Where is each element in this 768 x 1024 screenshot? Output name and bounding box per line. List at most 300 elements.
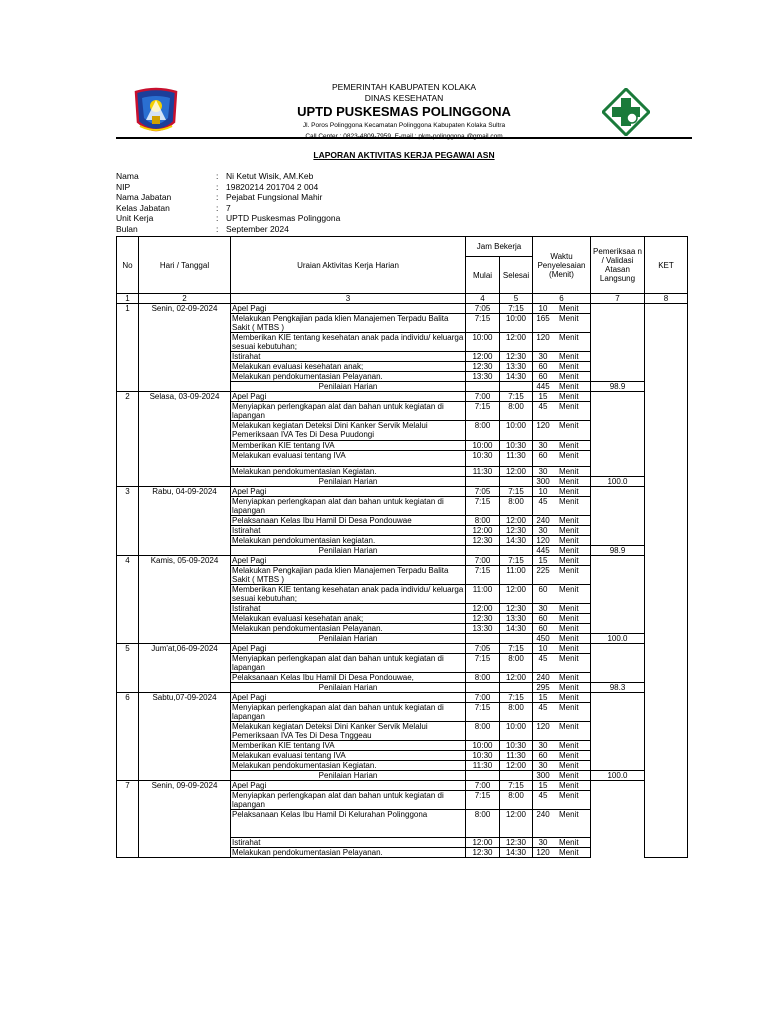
duration-cell <box>533 352 591 362</box>
duration-unit: Menit <box>559 604 579 613</box>
start-time-cell: 7:05 <box>466 487 500 497</box>
start-time-cell: 7:00 <box>466 781 500 791</box>
activity-cell: Memberikan KIE tentang kesehatan anak pada individu/ keluarga sesuai kebutuhan; <box>231 585 466 604</box>
validation-cell <box>591 604 645 614</box>
end-time-cell: 8:00 <box>500 791 533 810</box>
info-label: Unit Kerja <box>116 213 154 223</box>
info-label: NIP <box>116 181 131 192</box>
day-number: 6 <box>117 693 139 781</box>
duration-minutes: 120 <box>536 333 550 342</box>
validation-cell <box>591 761 645 771</box>
duration-minutes: 15 <box>538 556 548 565</box>
start-time-cell: 10:00 <box>466 333 500 352</box>
total-minutes: 300 <box>536 771 550 780</box>
start-time-cell: 10:00 <box>466 441 500 451</box>
activity-cell: Apel Pagi <box>231 693 466 703</box>
end-time-cell: 7:15 <box>500 304 533 314</box>
activity-cell: Apel Pagi <box>231 644 466 654</box>
duration-unit: Menit <box>559 314 579 323</box>
info-value: UPTD Puskesmas Polinggona <box>226 213 341 223</box>
info-label: Nama <box>116 171 139 181</box>
end-time-cell: 12:00 <box>500 585 533 604</box>
start-time-cell: 12:00 <box>466 352 500 362</box>
duration-minutes: 60 <box>538 372 548 381</box>
duration-minutes: 30 <box>538 761 548 770</box>
score-end-cell <box>500 546 533 556</box>
validation-cell <box>591 654 645 673</box>
duration-minutes: 120 <box>536 722 550 731</box>
validation-cell <box>591 741 645 751</box>
duration-cell <box>533 314 591 333</box>
validation-cell <box>591 614 645 624</box>
validation-cell <box>591 467 645 477</box>
validation-cell <box>591 304 645 314</box>
duration-unit: Menit <box>559 722 579 731</box>
duration-cell <box>533 751 591 761</box>
day-date: Sabtu,07-09-2024 <box>139 693 231 781</box>
activity-cell: Melakukan pendokumentasian kegiatan. <box>231 536 466 546</box>
letterhead <box>116 82 692 138</box>
duration-minutes: 60 <box>538 614 548 623</box>
start-time-cell: 8:00 <box>466 516 500 526</box>
daily-score-value: 100.0 <box>591 771 645 781</box>
duration-minutes: 240 <box>536 673 550 682</box>
duration-minutes: 45 <box>538 654 548 663</box>
duration-unit: Menit <box>559 526 579 535</box>
total-minutes: 445 <box>536 546 550 555</box>
start-time-cell: 10:00 <box>466 741 500 751</box>
duration-cell <box>533 372 591 382</box>
info-value: Ni Ketut Wisik, AM.Keb <box>226 171 314 181</box>
header-address: Jl. Poros Polinggona Kecamatan Polinggona Kabupaten Kolaka Sultra <box>302 122 506 129</box>
start-time-cell: 11:00 <box>466 585 500 604</box>
duration-unit: Menit <box>559 477 579 486</box>
end-time-cell: 8:00 <box>500 703 533 722</box>
info-value: Pejabat Fungsional Mahir <box>226 192 323 202</box>
duration-cell <box>533 585 591 604</box>
activity-cell: Pelaksanaan Kelas Ibu Hamil Di Kelurahan Polinggona <box>231 810 466 838</box>
duration-unit: Menit <box>559 654 579 663</box>
activity-cell: Apel Pagi <box>231 392 466 402</box>
total-duration-cell <box>533 382 591 392</box>
duration-minutes: 30 <box>538 352 548 361</box>
validation-cell <box>591 487 645 497</box>
daily-score-value: 98.9 <box>591 382 645 392</box>
duration-cell <box>533 536 591 546</box>
info-label: Bulan <box>116 223 138 234</box>
duration-cell <box>533 604 591 614</box>
validation-cell <box>591 810 645 838</box>
activity-cell: Istirahat <box>231 352 466 362</box>
score-end-cell <box>500 683 533 693</box>
duration-minutes: 45 <box>538 497 548 506</box>
header-date: Hari / Tanggal <box>139 237 231 294</box>
duration-cell <box>533 421 591 441</box>
end-time-cell: 12:00 <box>500 333 533 352</box>
activity-cell: Melakukan evaluasi kesehatan anak; <box>231 614 466 624</box>
duration-minutes: 15 <box>538 392 548 401</box>
activity-cell: Memberikan KIE tentang IVA <box>231 741 466 751</box>
end-time-cell: 10:00 <box>500 421 533 441</box>
total-duration-cell <box>533 546 591 556</box>
duration-cell <box>533 673 591 683</box>
duration-unit: Menit <box>559 791 579 800</box>
activity-cell: Istirahat <box>231 838 466 848</box>
duration-unit: Menit <box>559 441 579 450</box>
start-time-cell: 7:05 <box>466 644 500 654</box>
activity-cell: Pelaksanaan Kelas Ibu Hamil Di Desa Pondouwae <box>231 516 466 526</box>
end-time-cell: 10:00 <box>500 722 533 741</box>
end-time-cell: 12:30 <box>500 352 533 362</box>
start-time-cell: 11:30 <box>466 467 500 477</box>
column-number: 7 <box>591 294 645 304</box>
duration-unit: Menit <box>559 810 579 819</box>
table-row <box>117 392 688 402</box>
start-time-cell: 10:30 <box>466 451 500 467</box>
day-date: Selasa, 03-09-2024 <box>139 392 231 487</box>
note-cell <box>645 304 688 858</box>
validation-cell <box>591 314 645 333</box>
activity-cell: Melakukan pendokumentasian Pelayanan. <box>231 848 466 858</box>
duration-unit: Menit <box>559 536 579 545</box>
duration-minutes: 120 <box>536 848 550 857</box>
end-time-cell: 7:15 <box>500 556 533 566</box>
start-time-cell: 12:00 <box>466 604 500 614</box>
start-time-cell: 7:05 <box>466 304 500 314</box>
duration-cell <box>533 402 591 421</box>
end-time-cell: 12:30 <box>500 604 533 614</box>
total-duration-cell <box>533 634 591 644</box>
duration-minutes: 165 <box>536 314 550 323</box>
total-duration-cell <box>533 477 591 487</box>
duration-minutes: 10 <box>538 304 548 313</box>
info-label: Nama Jabatan <box>116 192 172 202</box>
duration-minutes: 60 <box>538 585 548 594</box>
end-time-cell: 12:00 <box>500 467 533 477</box>
header-duration: Waktu Penyelesaian (Menit) <box>533 237 591 294</box>
score-label: Penilaian Harian <box>231 683 466 693</box>
column-number: 3 <box>231 294 466 304</box>
start-time-cell: 12:00 <box>466 526 500 536</box>
duration-cell <box>533 566 591 585</box>
duration-unit: Menit <box>559 848 579 857</box>
activity-cell: Apel Pagi <box>231 556 466 566</box>
duration-cell <box>533 441 591 451</box>
end-time-cell: 14:30 <box>500 848 533 858</box>
duration-minutes: 60 <box>538 751 548 760</box>
score-end-cell <box>500 771 533 781</box>
end-time-cell: 11:00 <box>500 566 533 585</box>
duration-minutes: 45 <box>538 402 548 411</box>
total-duration-cell <box>533 683 591 693</box>
validation-cell <box>591 644 645 654</box>
end-time-cell: 7:15 <box>500 392 533 402</box>
duration-minutes: 10 <box>538 644 548 653</box>
table-row <box>117 487 688 497</box>
activity-cell: Melakukan Pengkajian pada klien Manajemen Terpadu Balita Sakit ( MTBS ) <box>231 314 466 333</box>
score-start-cell <box>466 683 500 693</box>
duration-cell <box>533 624 591 634</box>
duration-unit: Menit <box>559 771 579 780</box>
end-time-cell: 7:15 <box>500 781 533 791</box>
end-time-cell: 12:00 <box>500 673 533 683</box>
validation-cell <box>591 585 645 604</box>
duration-minutes: 60 <box>538 362 548 371</box>
activity-cell: Menyiapkan perlengkapan alat dan bahan untuk kegiatan di lapangan <box>231 791 466 810</box>
score-end-cell <box>500 477 533 487</box>
duration-cell <box>533 644 591 654</box>
end-time-cell: 11:30 <box>500 451 533 467</box>
duration-minutes: 15 <box>538 781 548 790</box>
duration-cell <box>533 392 591 402</box>
day-date: Jum'at,06-09-2024 <box>139 644 231 693</box>
end-time-cell: 7:15 <box>500 644 533 654</box>
validation-cell <box>591 693 645 703</box>
duration-minutes: 225 <box>536 566 550 575</box>
validation-cell <box>591 556 645 566</box>
day-date: Rabu, 04-09-2024 <box>139 487 231 556</box>
info-colon: : <box>216 171 219 181</box>
header-activity: Uraian Aktivitas Kerja Harian <box>231 237 466 294</box>
end-time-cell: 12:30 <box>500 838 533 848</box>
validation-cell <box>591 421 645 441</box>
info-colon: : <box>216 202 219 213</box>
info-value: 7 <box>226 202 231 213</box>
duration-cell <box>533 654 591 673</box>
info-colon: : <box>216 181 219 192</box>
duration-unit: Menit <box>559 634 579 643</box>
activity-cell: Melakukan pendokumentasian Kegiatan. <box>231 761 466 771</box>
activity-cell: Melakukan kegiatan Deteksi Dini Kanker Servik Melalui Pemeriksaan IVA Tes Di Desa Tnggeau <box>231 722 466 741</box>
duration-cell <box>533 304 591 314</box>
duration-unit: Menit <box>559 624 579 633</box>
duration-minutes: 30 <box>538 526 548 535</box>
validation-cell <box>591 703 645 722</box>
end-time-cell: 14:30 <box>500 372 533 382</box>
validation-cell <box>591 624 645 634</box>
daily-score-value: 98.3 <box>591 683 645 693</box>
activity-cell: Menyiapkan perlengkapan alat dan bahan untuk kegiatan di lapangan <box>231 654 466 673</box>
duration-unit: Menit <box>559 566 579 575</box>
duration-unit: Menit <box>559 362 579 371</box>
duration-minutes: 30 <box>538 441 548 450</box>
duration-cell <box>533 810 591 838</box>
end-time-cell: 12:00 <box>500 516 533 526</box>
total-minutes: 445 <box>536 382 550 391</box>
duration-unit: Menit <box>559 352 579 361</box>
score-start-cell <box>466 771 500 781</box>
day-date: Senin, 02-09-2024 <box>139 304 231 392</box>
end-time-cell: 8:00 <box>500 402 533 421</box>
duration-minutes: 45 <box>538 703 548 712</box>
duration-minutes: 120 <box>536 421 550 430</box>
duration-cell <box>533 526 591 536</box>
header-institution: UPTD PUSKESMAS POLINGGONA <box>297 104 511 119</box>
column-number: 4 <box>466 294 500 304</box>
validation-cell <box>591 722 645 741</box>
activity-cell: Melakukan pendokumentasian Pelayanan. <box>231 372 466 382</box>
duration-unit: Menit <box>559 838 579 847</box>
day-date: Senin, 09-09-2024 <box>139 781 231 858</box>
end-time-cell: 12:30 <box>500 526 533 536</box>
validation-cell <box>591 673 645 683</box>
duration-unit: Menit <box>559 421 579 430</box>
duration-minutes: 10 <box>538 487 548 496</box>
start-time-cell: 7:15 <box>466 402 500 421</box>
activity-cell: Melakukan kegiatan Deteksi Dini Kanker Servik Melalui Pemeriksaan IVA Tes Di Desa Puudongi <box>231 421 466 441</box>
start-time-cell: 7:00 <box>466 693 500 703</box>
end-time-cell: 10:30 <box>500 441 533 451</box>
end-time-cell: 13:30 <box>500 362 533 372</box>
column-number: 8 <box>645 294 688 304</box>
info-colon: : <box>216 213 219 223</box>
activity-cell: Menyiapkan perlengkapan alat dan bahan untuk kegiatan di lapangan <box>231 402 466 421</box>
activity-cell: Melakukan pendokumentasian Pelayanan. <box>231 624 466 634</box>
duration-unit: Menit <box>559 683 579 692</box>
duration-unit: Menit <box>559 392 579 401</box>
score-start-cell <box>466 382 500 392</box>
duration-unit: Menit <box>559 451 579 460</box>
duration-minutes: 15 <box>538 693 548 702</box>
duration-minutes: 60 <box>538 624 548 633</box>
table-row <box>117 781 688 791</box>
duration-cell <box>533 838 591 848</box>
validation-cell <box>591 781 645 791</box>
table-row <box>117 304 688 314</box>
activity-cell: Apel Pagi <box>231 304 466 314</box>
header-hours: Jam Bekerja <box>466 237 533 257</box>
duration-cell <box>533 362 591 372</box>
duration-cell <box>533 693 591 703</box>
duration-unit: Menit <box>559 304 579 313</box>
day-number: 1 <box>117 304 139 392</box>
duration-unit: Menit <box>559 751 579 760</box>
end-time-cell: 7:15 <box>500 693 533 703</box>
puskesmas-logo-icon <box>602 88 650 136</box>
validation-cell <box>591 392 645 402</box>
validation-cell <box>591 536 645 546</box>
score-start-cell <box>466 477 500 487</box>
score-label: Penilaian Harian <box>231 771 466 781</box>
validation-cell <box>591 352 645 362</box>
start-time-cell: 11:30 <box>466 761 500 771</box>
header-government: PEMERINTAH KABUPATEN KOLAKA <box>331 82 477 92</box>
column-number-row <box>117 294 688 304</box>
header-validation: Pemeriksaa n / Validasi Atasan Langsung <box>591 237 645 294</box>
duration-unit: Menit <box>559 402 579 411</box>
duration-minutes: 30 <box>538 838 548 847</box>
activity-cell: Melakukan pendokumentasian Kegiatan. <box>231 467 466 477</box>
activity-cell: Istirahat <box>231 604 466 614</box>
validation-cell <box>591 333 645 352</box>
day-number: 7 <box>117 781 139 858</box>
start-time-cell: 7:15 <box>466 791 500 810</box>
day-number: 3 <box>117 487 139 556</box>
end-time-cell: 10:30 <box>500 741 533 751</box>
score-label: Penilaian Harian <box>231 382 466 392</box>
start-time-cell: 7:15 <box>466 654 500 673</box>
validation-cell <box>591 402 645 421</box>
duration-unit: Menit <box>559 382 579 391</box>
validation-cell <box>591 516 645 526</box>
activity-cell: Istirahat <box>231 526 466 536</box>
activity-cell: Memberikan KIE tentang kesehatan anak pada individu/ keluarga sesuai kebutuhan; <box>231 333 466 352</box>
info-colon: : <box>216 223 219 234</box>
start-time-cell: 12:30 <box>466 848 500 858</box>
start-time-cell: 13:30 <box>466 624 500 634</box>
table-row <box>117 556 688 566</box>
duration-minutes: 30 <box>538 467 548 476</box>
daily-score-value: 100.0 <box>591 634 645 644</box>
header-department: DINAS KESEHATAN <box>364 93 444 103</box>
duration-unit: Menit <box>559 741 579 750</box>
report-title: LAPORAN AKTIVITAS KERJA PEGAWAI ASN <box>313 150 495 160</box>
duration-unit: Menit <box>559 761 579 770</box>
start-time-cell: 8:00 <box>466 673 500 683</box>
validation-cell <box>591 441 645 451</box>
duration-unit: Menit <box>559 614 579 623</box>
duration-cell <box>533 451 591 467</box>
column-number: 5 <box>500 294 533 304</box>
start-time-cell: 12:00 <box>466 838 500 848</box>
duration-unit: Menit <box>559 703 579 712</box>
activity-cell: Apel Pagi <box>231 487 466 497</box>
header-note: KET <box>645 237 688 294</box>
day-date: Kamis, 05-09-2024 <box>139 556 231 644</box>
duration-minutes: 30 <box>538 741 548 750</box>
column-number: 6 <box>533 294 591 304</box>
score-label: Penilaian Harian <box>231 477 466 487</box>
table-row <box>117 693 688 703</box>
end-time-cell: 10:00 <box>500 314 533 333</box>
duration-unit: Menit <box>559 497 579 506</box>
start-time-cell: 8:00 <box>466 421 500 441</box>
info-value: September 2024 <box>226 223 289 234</box>
duration-cell <box>533 781 591 791</box>
duration-cell <box>533 741 591 751</box>
day-number: 4 <box>117 556 139 644</box>
start-time-cell: 13:30 <box>466 372 500 382</box>
end-time-cell: 12:00 <box>500 810 533 838</box>
score-start-cell <box>466 546 500 556</box>
activity-table <box>116 236 688 858</box>
duration-unit: Menit <box>559 556 579 565</box>
start-time-cell: 7:15 <box>466 566 500 585</box>
score-end-cell <box>500 382 533 392</box>
duration-unit: Menit <box>559 333 579 342</box>
total-minutes: 450 <box>536 634 550 643</box>
end-time-cell: 14:30 <box>500 536 533 546</box>
activity-cell: Menyiapkan perlengkapan alat dan bahan untuk kegiatan di lapangan <box>231 703 466 722</box>
start-time-cell: 8:00 <box>466 810 500 838</box>
activity-cell: Memberikan KIE tentang IVA <box>231 441 466 451</box>
validation-cell <box>591 526 645 536</box>
day-number: 2 <box>117 392 139 487</box>
validation-cell <box>591 838 645 848</box>
duration-cell <box>533 333 591 352</box>
table-row <box>117 644 688 654</box>
duration-cell <box>533 467 591 477</box>
info-colon: : <box>216 192 219 202</box>
end-time-cell: 14:30 <box>500 624 533 634</box>
end-time-cell: 8:00 <box>500 654 533 673</box>
day-number: 5 <box>117 644 139 693</box>
activity-cell: Melakukan evaluasi tentang IVA <box>231 451 466 467</box>
start-time-cell: 12:30 <box>466 536 500 546</box>
duration-unit: Menit <box>559 693 579 702</box>
validation-cell <box>591 372 645 382</box>
daily-score-value: 98.9 <box>591 546 645 556</box>
